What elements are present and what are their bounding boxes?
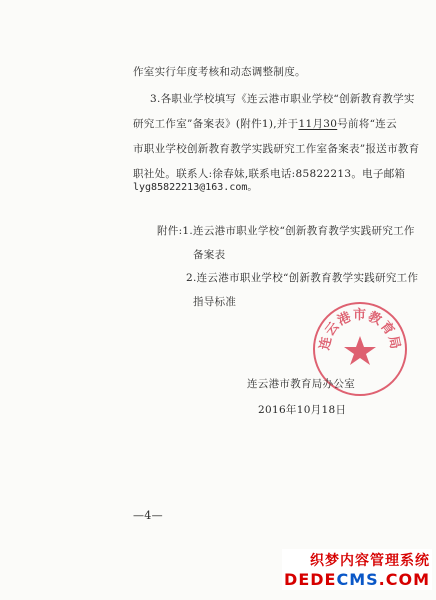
attachment-1-continued: 备案表 xyxy=(193,249,226,261)
email-address: lyg85822213@163.com。 xyxy=(133,182,258,193)
star-icon xyxy=(344,336,376,365)
text-line: 市职业学校创新教育教学实践研究工作室备案表”报送市教育 xyxy=(133,143,420,155)
seal-text: 连云港市教育局 xyxy=(317,308,403,352)
text-line: 3.各职业学校填写《连云港市职业学校“创新教育教学实 xyxy=(150,93,415,105)
site-watermark xyxy=(282,549,432,590)
text-line: 职社处。联系人:徐春妹,联系电话:85822213。电子邮箱 xyxy=(133,168,406,180)
issuer-name: 连云港市教育局办公室 xyxy=(247,378,355,390)
deadline-date: 11月30 xyxy=(298,118,338,130)
text-segment: 号前将“连云 xyxy=(337,118,397,130)
watermark-url-part: CMS xyxy=(336,570,379,589)
watermark-url xyxy=(284,570,430,589)
watermark-title: 织梦内容管理系统 xyxy=(310,553,430,569)
text-line: 作室实行年度考核和动态调整制度。 xyxy=(133,66,306,78)
text-segment: 研究工作室”备案表》(附件1),并于 xyxy=(133,118,299,130)
watermark-url-part: .COM xyxy=(378,570,430,589)
page-number: —4— xyxy=(133,509,163,522)
watermark-url-part: DEDE xyxy=(284,570,337,589)
attachment-2: 2.连云港市职业学校“创新教育教学实践研究工作 xyxy=(186,272,419,284)
issue-date: 2016年10月18日 xyxy=(258,404,347,416)
attachment-2-continued: 指导标准 xyxy=(193,296,237,308)
attachment-1: 附件:1.连云港市职业学校“创新教育教学实践研究工作 xyxy=(157,225,415,237)
text-line xyxy=(133,116,397,131)
